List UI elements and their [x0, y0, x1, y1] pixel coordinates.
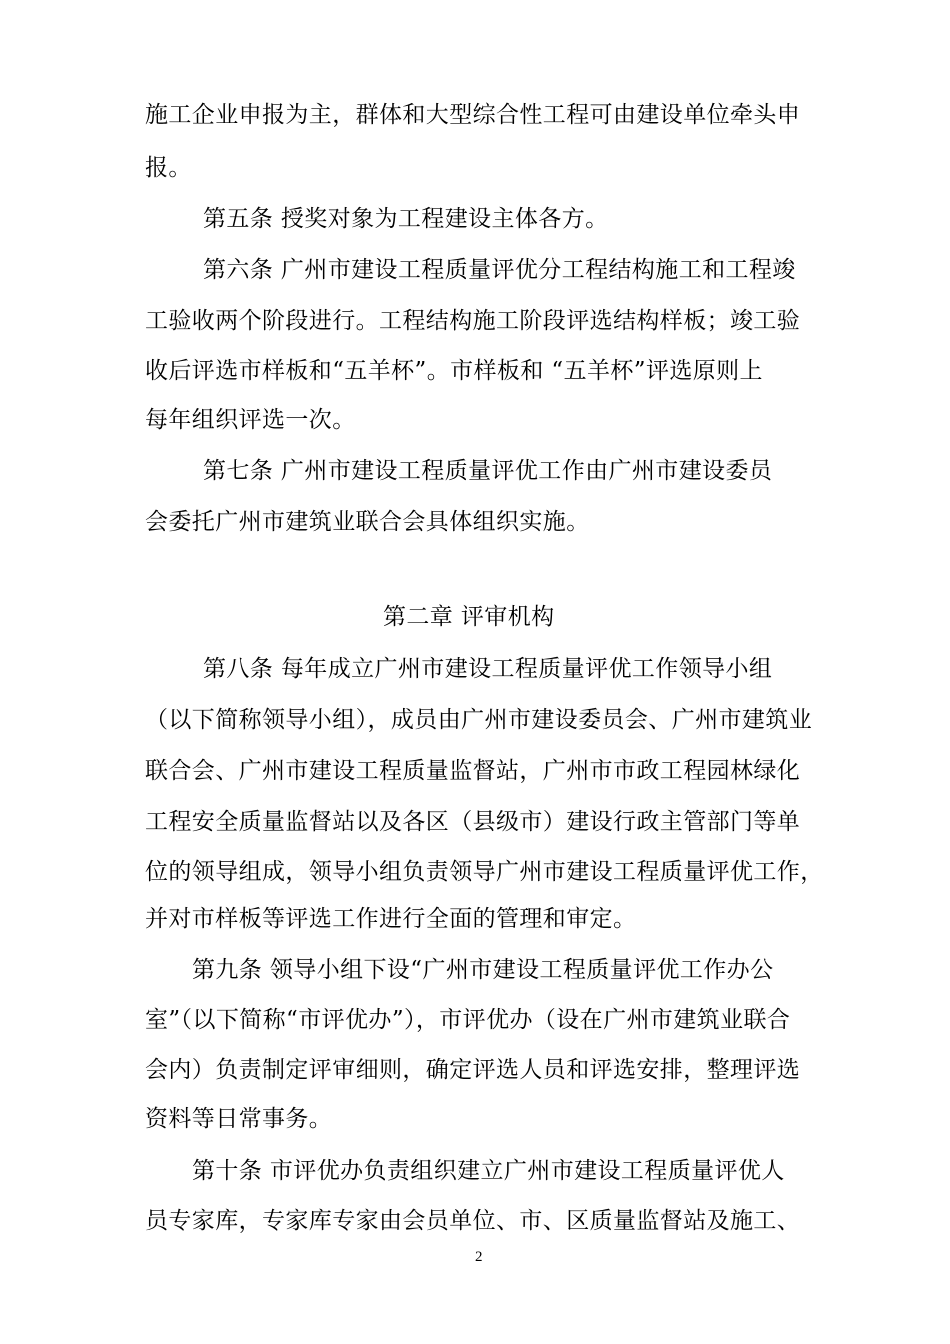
article-10: 第十条 市评优办负责组织建立广州市建设工程质量评优人	[192, 1158, 785, 1184]
text-line: 联合会、广州市建设工程质量监督站，广州市市政工程园林绿化	[145, 758, 801, 784]
text-line: 室”（以下简称“市评优办”），市评优办（设在广州市建筑业联合	[145, 1007, 791, 1033]
text-line: 工验收两个阶段进行。工程结构施工阶段评选结构样板；竣工验	[145, 308, 801, 334]
text-line: 收后评选市样板和“五羊杯”。市样板和 “五羊杯”评选原则上	[145, 358, 763, 384]
text-line: 位的领导组成，领导小组负责领导广州市建设工程质量评优工作，	[145, 859, 824, 885]
article-5: 第五条 授奖对象为工程建设主体各方。	[203, 206, 609, 232]
text-line: 施工企业申报为主，群体和大型综合性工程可由建设单位牵头申	[145, 102, 801, 128]
article-7: 第七条 广州市建设工程质量评优工作由广州市建设委员	[203, 458, 773, 484]
text-line: 工程安全质量监督站以及各区（县级市）建设行政主管部门等单	[145, 809, 801, 835]
text-line: （以下简称领导小组），成员由广州市建设委员会、广州市建筑业	[145, 707, 813, 733]
article-6: 第六条 广州市建设工程质量评优分工程结构施工和工程竣	[203, 257, 796, 283]
article-9: 第九条 领导小组下设“广州市建设工程质量评优工作办公	[192, 957, 774, 983]
text-line: 报。	[145, 155, 192, 181]
article-8: 第八条 每年成立广州市建设工程质量评优工作领导小组	[203, 656, 773, 682]
text-line: 资料等日常事务。	[145, 1106, 333, 1132]
text-line: 会内）负责制定评审细则，确定评选人员和评选安排，整理评选	[145, 1057, 801, 1083]
text-line: 并对市样板等评选工作进行全面的管理和审定。	[145, 906, 637, 932]
text-line: 每年组织评选一次。	[145, 407, 356, 433]
chapter-heading: 第二章 评审机构	[383, 604, 555, 630]
page-number: 2	[475, 1249, 483, 1265]
text-line: 会委托广州市建筑业联合会具体组织实施。	[145, 509, 590, 535]
text-line: 员专家库，专家库专家由会员单位、市、区质量监督站及施工、	[145, 1208, 801, 1234]
